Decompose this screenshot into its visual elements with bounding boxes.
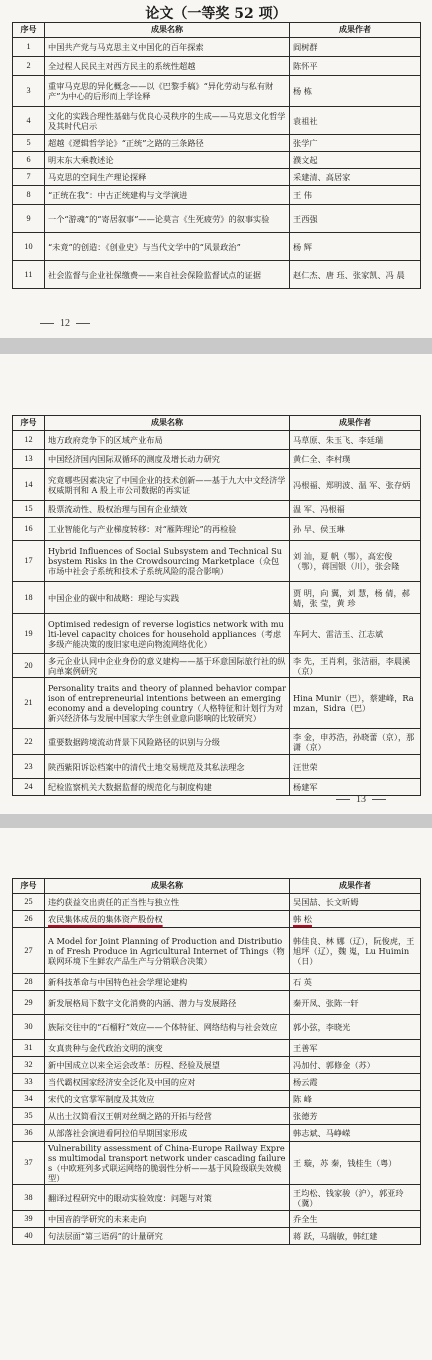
result-title: 从部落社会演进看阿拉伯早期国家形成 — [45, 1125, 290, 1142]
row-number: 32 — [13, 1057, 45, 1074]
result-author: 乔全生 — [290, 1211, 421, 1228]
result-title: “未竟”的创造：《创业史》与当代文学中的“风景政治” — [45, 233, 290, 261]
row-number: 12 — [13, 431, 45, 450]
result-title: 明末东大乘教述论 — [45, 152, 290, 169]
result-author: 韩志斌、马峥嵘 — [290, 1125, 421, 1142]
result-author: 马草原、朱玉飞、李廷瑞 — [290, 431, 421, 450]
row-number: 28 — [13, 974, 45, 991]
result-title: 当代霸权国家经济安全泛化及中国的应对 — [45, 1074, 290, 1091]
table-row — [13, 76, 421, 107]
row-number: 39 — [13, 1211, 45, 1228]
awards-table-1 — [12, 22, 421, 289]
awards-table-2 — [12, 415, 421, 796]
result-author: 杨 辉 — [290, 233, 421, 261]
result-author: 韩佳良、林 娜（辽），阮俊虎，王旭坪（辽），魏 嵬，Lu Huimin（日） — [290, 928, 421, 974]
row-number: 17 — [13, 541, 45, 582]
row-number: 11 — [13, 261, 45, 289]
result-title: 文化的实践合理性基础与优良心灵秩序的生成——马克思文化哲学及其时代启示 — [45, 107, 290, 135]
result-author: 杨 栋 — [290, 76, 421, 107]
result-author: 冯加付、郭修金（苏） — [290, 1057, 421, 1074]
result-title: 一个“游魂”的“寄居叙事”——论莫言《生死疲劳》的叙事实验 — [45, 205, 290, 233]
row-number: 26 — [13, 911, 45, 928]
table-row — [13, 894, 421, 911]
result-title: 马克思的空间生产理论探释 — [45, 169, 290, 186]
result-title: 陕西紫阳诉讼档案中的清代土地交易规范及其私法理念 — [45, 755, 290, 779]
table-row — [13, 1091, 421, 1108]
result-title: 股票流动性、股权治理与国有企业绩效 — [45, 501, 290, 518]
result-title: 宋代的文官掌军制度及其效应 — [45, 1091, 290, 1108]
table-row — [13, 911, 421, 928]
result-title: 句法层面“第三语码”的计量研究 — [45, 1228, 290, 1245]
result-author: 濮文起 — [290, 152, 421, 169]
result-author: 李 金，申苏浩，孙晓蕾（京），那 潇（京） — [290, 729, 421, 755]
result-author: 陈怀平 — [290, 57, 421, 76]
row-number: 22 — [13, 729, 45, 755]
result-title: “正统在我”：中古正统建构与文学演进 — [45, 186, 290, 205]
result-title: 违约获益交出责任的正当性与独立性 — [45, 894, 290, 911]
result-title: 中国共产党与马克思主义中国化的百年探索 — [45, 38, 290, 57]
row-number: 23 — [13, 755, 45, 779]
table-header — [13, 416, 421, 431]
result-author: 蒋 跃，马瑞敏，韩红建 — [290, 1228, 421, 1245]
row-number: 14 — [13, 469, 45, 501]
table-row — [13, 755, 421, 779]
result-author: 阎树群 — [290, 38, 421, 57]
column-header: 成果作者 — [290, 879, 421, 894]
table-row — [13, 152, 421, 169]
table-row — [13, 974, 421, 991]
row-number: 31 — [13, 1040, 45, 1057]
result-author: 车阿大、雷洁玉、江志斌 — [290, 614, 421, 654]
row-number: 5 — [13, 135, 45, 152]
table-row — [13, 450, 421, 469]
table-row — [13, 1125, 421, 1142]
result-title: 新发展格局下数字文化消费的内涵、潜力与发展路径 — [45, 991, 290, 1015]
result-author: 采建清、高居家 — [290, 169, 421, 186]
column-header: 序号 — [13, 23, 45, 38]
column-header: 成果作者 — [290, 416, 421, 431]
result-author: 赵仁杰、唐 珏、张家凯、冯 晨 — [290, 261, 421, 289]
result-author: 黄仁全、李村璞 — [290, 450, 421, 469]
row-number: 6 — [13, 152, 45, 169]
table-row — [13, 729, 421, 755]
row-number: 24 — [13, 779, 45, 796]
row-number: 1 — [13, 38, 45, 57]
row-number: 20 — [13, 654, 45, 678]
table-body-page-1 — [13, 431, 421, 796]
result-author: 王 伟 — [290, 186, 421, 205]
result-author: 郭小弦，李晓光 — [290, 1015, 421, 1040]
result-title: 重审马克思的异化概念——以《巴黎手稿》“异化劳动与私有财产”为中心的后形而上学诠释 — [45, 76, 290, 107]
result-author: 石 英 — [290, 974, 421, 991]
result-author: 吴国喆、长文昕姆 — [290, 894, 421, 911]
table-row — [13, 541, 421, 582]
result-author: 王均松、钱家骏（沪），郭亚玲（冀） — [290, 1185, 421, 1211]
table-row — [13, 1211, 421, 1228]
result-title: 新科技革命与中国特色社会学理论建构 — [45, 974, 290, 991]
row-number: 34 — [13, 1091, 45, 1108]
table-body-page-2 — [13, 894, 421, 1245]
table-row — [13, 205, 421, 233]
result-author: 孙 早、侯玉琳 — [290, 518, 421, 541]
table-header — [13, 879, 421, 894]
column-header: 成果名称 — [45, 23, 290, 38]
result-author: 冯根福、郑明波、温 军、张存炳 — [290, 469, 421, 501]
table-row — [13, 1057, 421, 1074]
result-author: 王 璇，苏 秦，钱桂生（粤） — [290, 1142, 421, 1185]
result-author: Hina Munir（巴），蔡建峰，Ramzan，Sidra（巴） — [290, 678, 421, 729]
result-title: 翻译过程研究中的眼动实验效度：问题与对策 — [45, 1185, 290, 1211]
result-title: 全过程人民民主对西方民主的系统性超越 — [45, 57, 290, 76]
column-header: 成果名称 — [45, 879, 290, 894]
awards-table-3 — [12, 878, 421, 1245]
page-3 — [0, 828, 432, 1360]
row-number: 37 — [13, 1142, 45, 1185]
table-row — [13, 1185, 421, 1211]
row-number: 2 — [13, 57, 45, 76]
result-title: 从出土汉简看汉王朝对丝绸之路的开拓与经营 — [45, 1108, 290, 1125]
row-number: 30 — [13, 1015, 45, 1040]
result-author: 李 先，王肖利，张洁丽，李晨溪（京） — [290, 654, 421, 678]
table-body-page-0 — [13, 38, 421, 289]
result-title: Optimised redesign of reverse logistics network with multi-level capacity choices for household appliances（考虑多级产能决策的废旧家电逆向物流网络优化） — [45, 614, 290, 654]
row-number: 21 — [13, 678, 45, 729]
table-row — [13, 107, 421, 135]
result-author: 王善军 — [290, 1040, 421, 1057]
row-number: 33 — [13, 1074, 45, 1091]
result-title: 究竟哪些因素决定了中国企业的技术创新——基于九大中文经济学权威期刊和 A 股上市公司数据的再实证 — [45, 469, 290, 501]
result-title: 地方政府竞争下的区域产业布局 — [45, 431, 290, 450]
result-title: 中国音韵学研究的未来走向 — [45, 1211, 290, 1228]
result-title: 超越《逻辑哲学论》“正统”之路的三条路径 — [45, 135, 290, 152]
row-number: 40 — [13, 1228, 45, 1245]
table-row — [13, 233, 421, 261]
result-author: 温 军、冯根福 — [290, 501, 421, 518]
column-header: 序号 — [13, 416, 45, 431]
row-number: 25 — [13, 894, 45, 911]
result-author: 王西强 — [290, 205, 421, 233]
result-author: 刘 汕，夏 帆（鄂），高宏俊（鄂），蒋国银（川），张会隆 — [290, 541, 421, 582]
row-number: 18 — [13, 582, 45, 614]
result-title: Vulnerability assessment of China-Europe Railway Express multimodal transport network under cascading failures（中欧班列多式联运网络的脆弱性分析——基于风险级联失效模型） — [45, 1142, 290, 1185]
row-number: 27 — [13, 928, 45, 974]
document-title: 论文（一等奖 52 项） — [145, 6, 287, 22]
result-title: 中国企业的碳中和战略：理论与实践 — [45, 582, 290, 614]
column-header: 序号 — [13, 879, 45, 894]
column-header: 成果作者 — [290, 23, 421, 38]
result-title: 多元企业认同中企业身份的意义建构——基于环意国际旅行社的纵向单案例研究 — [45, 654, 290, 678]
table-row — [13, 1040, 421, 1057]
row-number: 16 — [13, 518, 45, 541]
table-row — [13, 169, 421, 186]
row-number: 4 — [13, 107, 45, 135]
table-row — [13, 518, 421, 541]
table-row — [13, 186, 421, 205]
table-row — [13, 1108, 421, 1125]
row-number: 3 — [13, 76, 45, 107]
result-author: 杨云霞 — [290, 1074, 421, 1091]
result-title: A Model for Joint Planning of Production and Distribution of Fresh Produce in Agricultural Internet of Things（物联网环境下生鲜农产品生产与分销联合决策） — [45, 928, 290, 974]
table-row — [13, 1015, 421, 1040]
table-row — [13, 501, 421, 518]
row-number: 7 — [13, 169, 45, 186]
row-number: 10 — [13, 233, 45, 261]
result-title: 社会监督与企业社保缴费——来自社会保险监督试点的证据 — [45, 261, 290, 289]
result-title: 族际交往中的“石榴籽”效应——个体特征、网络结构与社会效应 — [45, 1015, 290, 1040]
table-row — [13, 654, 421, 678]
result-title — [45, 911, 290, 928]
result-author: 杨建军 — [290, 779, 421, 796]
page-number: 12 — [34, 318, 96, 329]
result-title: 纪检监察机关大数据监督的规范化与制度构建 — [45, 779, 290, 796]
result-author: 贾 明，向 翼，刘 慧，杨 倩，郝 婧，张 莹，黄 珍 — [290, 582, 421, 614]
table-row — [13, 1074, 421, 1091]
table-row — [13, 261, 421, 289]
result-author: 张德芳 — [290, 1108, 421, 1125]
table-row — [13, 135, 421, 152]
result-author-text: 韩 松 — [293, 914, 312, 924]
table-row — [13, 991, 421, 1015]
row-number: 8 — [13, 186, 45, 205]
result-title: 重要数据跨境流动背景下风险路径的识别与分级 — [45, 729, 290, 755]
result-author — [290, 911, 421, 928]
table-row — [13, 38, 421, 57]
table-row — [13, 614, 421, 654]
result-title: Personality traits and theory of planned behavior comparison of entrepreneurial intentions between an emerging economy and a developing country（人格特征和计划行为对新兴经济体与发展中国家大学生创业意向影响的比较研究） — [45, 678, 290, 729]
table-row — [13, 779, 421, 796]
result-author: 汪世荣 — [290, 755, 421, 779]
row-number: 36 — [13, 1125, 45, 1142]
result-title: 中国经济国内国际双循环的测度及增长动力研究 — [45, 450, 290, 469]
column-header: 成果名称 — [45, 416, 290, 431]
result-author: 秦开凤、张陈一轩 — [290, 991, 421, 1015]
result-title: 工业智能化与产业梯度转移：对“雁阵理论”的再检验 — [45, 518, 290, 541]
table-row — [13, 431, 421, 450]
row-number: 38 — [13, 1185, 45, 1211]
row-number: 9 — [13, 205, 45, 233]
table-row — [13, 678, 421, 729]
result-author: 陈 峰 — [290, 1091, 421, 1108]
result-title-text: 农民集体成员的集体资产股份权 — [48, 914, 163, 924]
result-author: 张学广 — [290, 135, 421, 152]
table-row — [13, 57, 421, 76]
result-title: 女真贵种与金代政治文明的演变 — [45, 1040, 290, 1057]
page-number: 13 — [330, 794, 392, 805]
table-row — [13, 582, 421, 614]
table-row — [13, 1228, 421, 1245]
row-number: 19 — [13, 614, 45, 654]
table-row — [13, 469, 421, 501]
result-title: 新中国成立以来全运会改革：历程、经验及展望 — [45, 1057, 290, 1074]
row-number: 13 — [13, 450, 45, 469]
result-author: 袁祖社 — [290, 107, 421, 135]
page-2 — [0, 354, 432, 814]
table-row — [13, 928, 421, 974]
page-1 — [0, 0, 432, 338]
row-number: 35 — [13, 1108, 45, 1125]
result-title: Hybrid Influences of Social Subsystem and Technical Subsystem Risks in the Crowdsourcing Marketplace（众包市场中社会子系统和技术子系统风险的混合影响） — [45, 541, 290, 582]
table-row — [13, 1142, 421, 1185]
row-number: 29 — [13, 991, 45, 1015]
row-number: 15 — [13, 501, 45, 518]
